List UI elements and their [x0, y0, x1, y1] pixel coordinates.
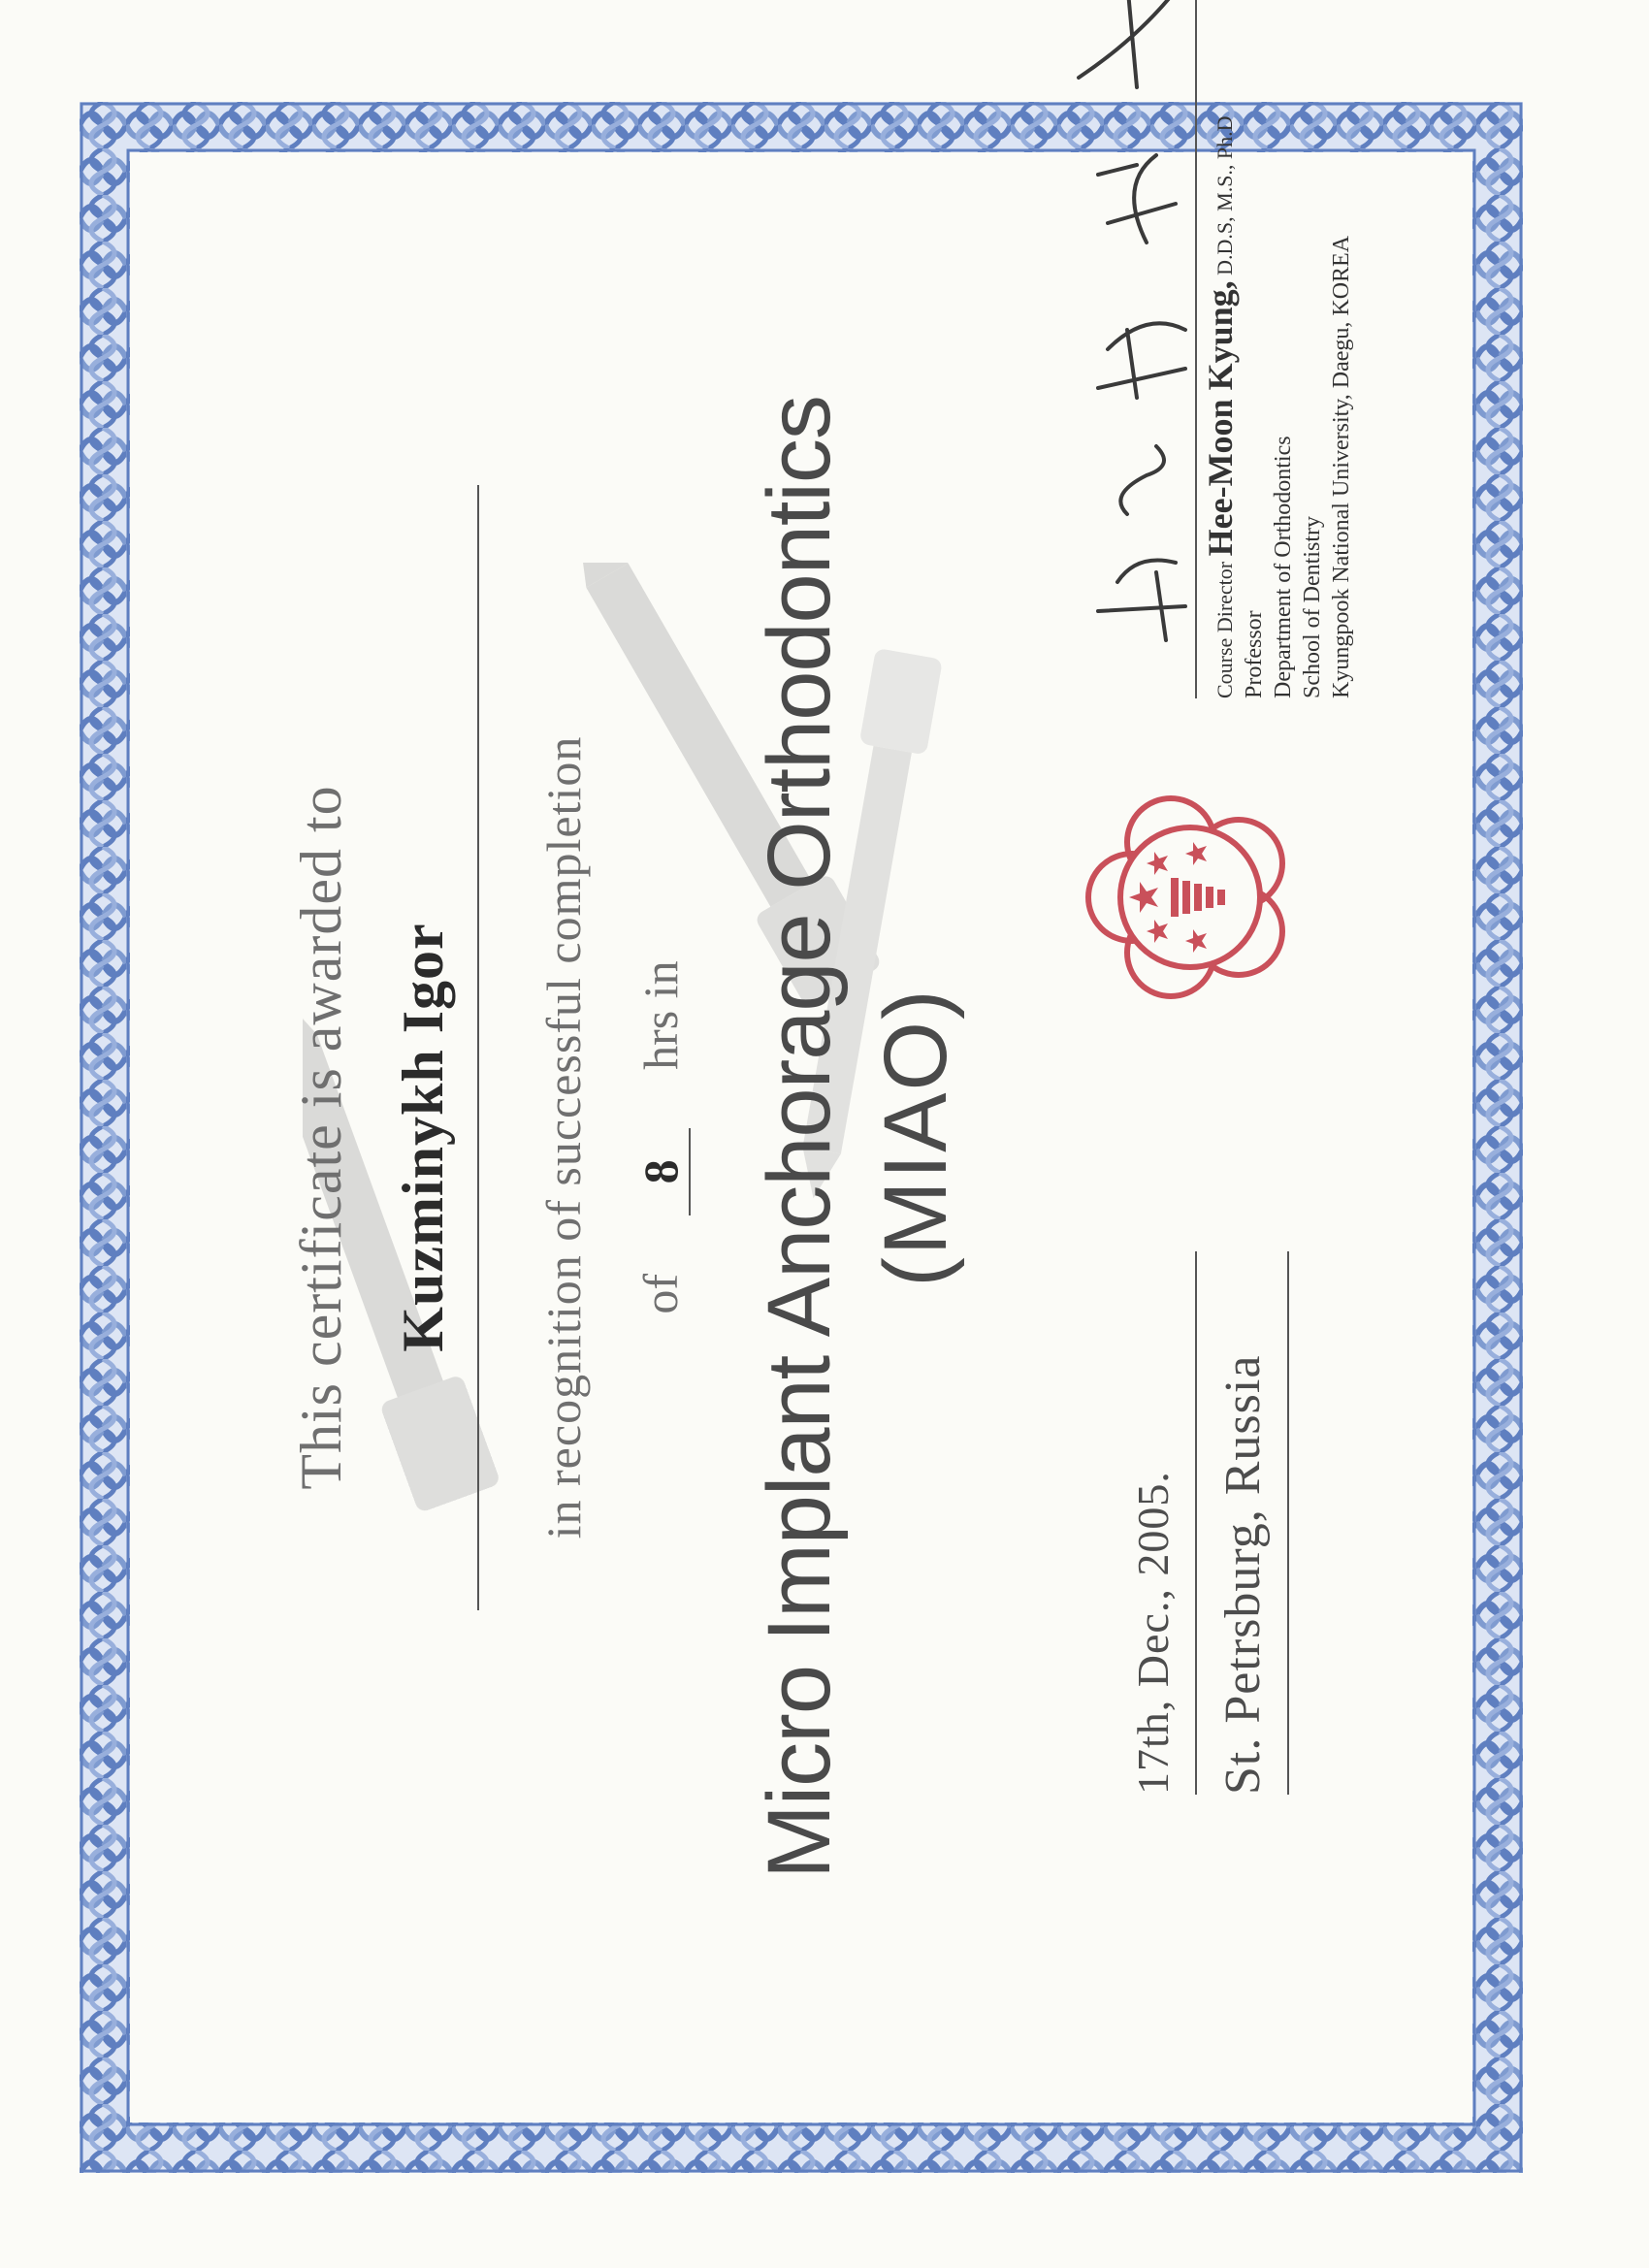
course-title: Micro Implant Anchorage Orthodontics — [750, 396, 849, 1879]
recipient-name: Kuzminykh Igor — [391, 923, 455, 1352]
certificate-place: St. Petrsburg, Russia — [1215, 1354, 1271, 1795]
of-label: of — [633, 1273, 688, 1314]
director-university: Kyungpook National University, Daegu, KOREA — [1329, 235, 1354, 698]
director-degrees: D.D.S, M.S., Ph.D — [1212, 115, 1237, 275]
director-role: Course Director — [1212, 561, 1237, 698]
hours-row — [632, 102, 691, 2173]
certificate-date: 17th, Dec., 2005. — [1128, 1471, 1178, 1795]
director-school: School of Dentistry — [1300, 516, 1325, 698]
signature-rule — [1195, 0, 1197, 698]
hours-value: 8 — [632, 1128, 691, 1215]
university-seal-icon — [1079, 786, 1302, 1009]
awarded-line: This certificate is awarded to — [289, 785, 353, 1490]
director-line — [1200, 115, 1241, 698]
director-department: Department of Orthodontics — [1271, 436, 1296, 698]
course-abbreviation: (MIAO) — [866, 988, 965, 1287]
recipient-rule — [477, 485, 479, 1610]
recognition-line: in recognition of successful completion — [536, 735, 591, 1539]
director-name: Hee-Moon Kyung, — [1201, 280, 1240, 557]
hrs-in-label: hrs in — [633, 960, 688, 1070]
signature — [1040, 0, 1195, 660]
director-title: Professor — [1242, 610, 1267, 698]
certificate-content — [80, 102, 1523, 2173]
place-rule — [1287, 1251, 1289, 1795]
date-rule — [1195, 1251, 1197, 1795]
